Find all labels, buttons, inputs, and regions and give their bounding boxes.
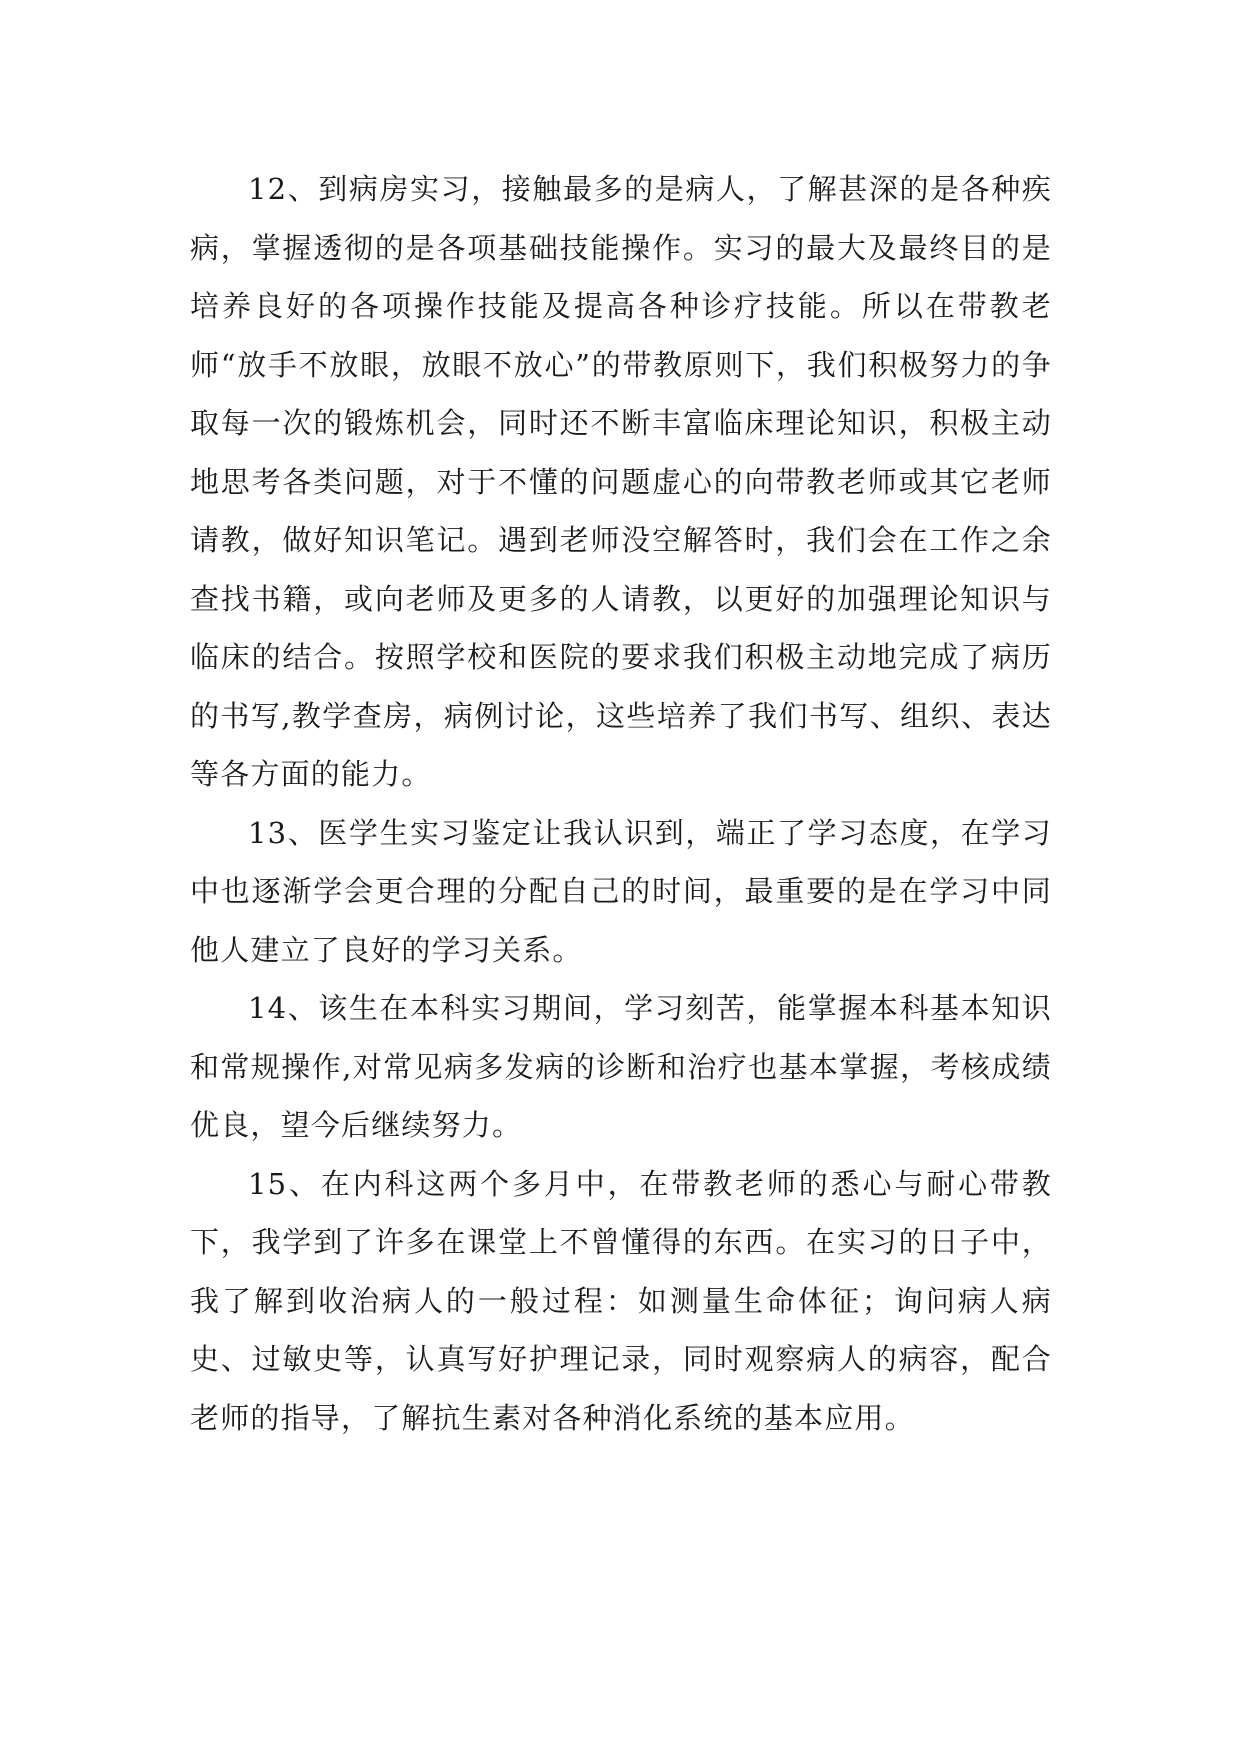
paragraph-13: 13、医学生实习鉴定让我认识到，端正了学习态度，在学习中也逐渐学会更合理的分配自己的时间，最重要的是在学习中同他人建立了良好的学习关系。	[190, 815, 1052, 967]
paragraph-15: 15、在内科这两个多月中，在带教老师的悉心与耐心带教下，我学到了许多在课堂上不曾懂得的东西。在实习的日子中，我了解到收治病人的一般过程：如测量生命体征；询问病人病史、过敏史等，认真写好护理记录，同时观察病人的病容，配合老师的指导，了解抗生素对各种消化系统的基本应用。	[190, 1166, 1052, 1435]
document-page	[190, 160, 1052, 1447]
paragraph-14: 14、该生在本科实习期间，学习刻苦，能掌握本科基本知识和常规操作,对常见病多发病的诊断和治疗也基本掌握，考核成绩优良，望今后继续努力。	[190, 991, 1052, 1142]
paragraph-12: 12、到病房实习，接触最多的是病人，了解甚深的是各种疾病，掌握透彻的是各项基础技能操作。实习的最大及最终目的是培养良好的各项操作技能及提高各种诊疗技能。所以在带教老师“放手不放眼，放眼不放心”的带教原则下，我们积极努力的争取每一次的锻炼机会，同时还不断丰富临床理论知识，积极主动地思考各类问题，对于不懂的问题虚心的向带教老师或其它老师请教，做好知识笔记。遇到老师没空解答时，我们会在工作之余查找书籍，或向老师及更多的人请教，以更好的加强理论知识与临床的结合。按照学校和医院的要求我们积极主动地完成了病历的书写,教学查房，病例讨论，这些培养了我们书写、组织、表达等各方面的能力。	[190, 172, 1052, 791]
